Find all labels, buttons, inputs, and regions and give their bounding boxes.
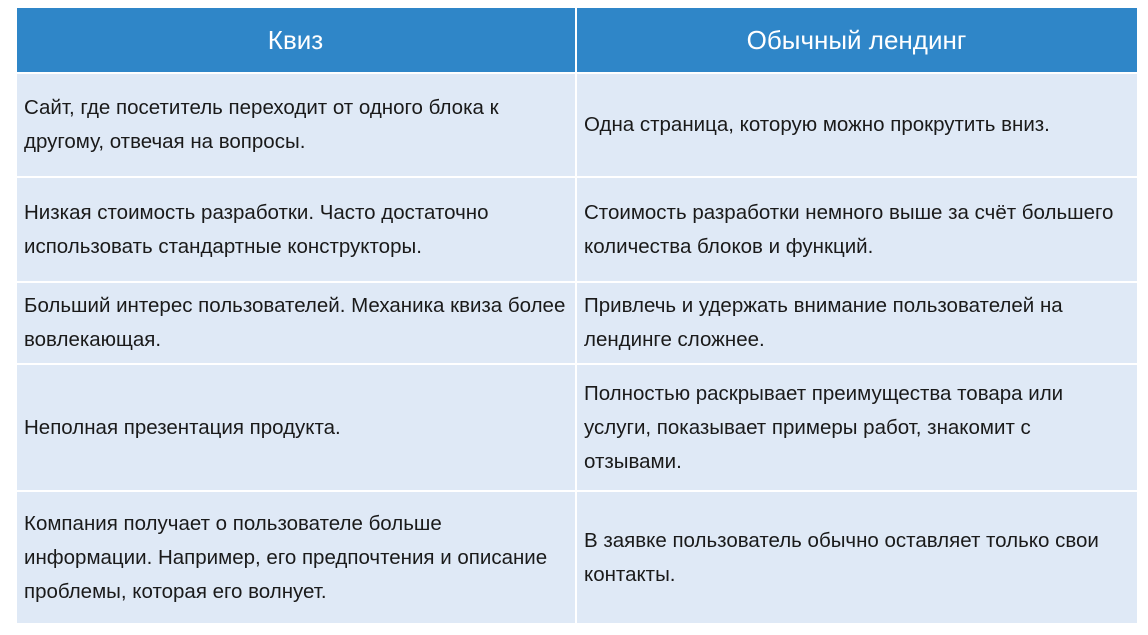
cell-text: Стоимость разработки немного выше за счёт большего количества блоков и функций. [584, 200, 1114, 258]
cell-text: В заявке пользователь обычно оставляет только свои контакты. [584, 528, 1099, 586]
header-label-landing: Обычный лендинг [746, 25, 967, 55]
table-cell-quiz [17, 365, 577, 492]
table-row [17, 178, 1137, 283]
comparison-table [17, 8, 1137, 623]
table-cell-landing [577, 365, 1137, 492]
cell-text: Больший интерес пользователей. Механика квиза более вовлекающая. [24, 294, 566, 351]
cell-text: Одна страница, которую можно прокрутить вниз. [584, 113, 1050, 136]
cell-text: Низкая стоимость разработки. Часто достаточно использовать стандартные конструкторы. [24, 200, 489, 258]
header-cell-landing [577, 8, 1137, 74]
table-cell-quiz [17, 283, 577, 365]
table-cell-landing [577, 283, 1137, 365]
table-cell-landing [577, 178, 1137, 283]
table-cell-quiz [17, 492, 577, 623]
table-row [17, 492, 1137, 623]
table-cell-quiz [17, 178, 577, 283]
table-cell-landing [577, 74, 1137, 178]
table-cell-quiz [17, 74, 577, 178]
cell-text: Полностью раскрывает преимущества товара или услуги, показывает примеры работ, знакомит с отзывами. [584, 381, 1064, 473]
header-cell-quiz [17, 8, 577, 74]
cell-text: Неполная презентация продукта. [24, 415, 341, 439]
table-row [17, 74, 1137, 178]
table-row [17, 283, 1137, 365]
cell-text: Компания получает о пользователе больше информации. Например, его предпочтения и описание проблемы, которая его волнует. [24, 511, 548, 603]
table-header-row [17, 8, 1137, 74]
header-label-quiz: Квиз [267, 25, 324, 55]
table-row [17, 365, 1137, 492]
table-cell-landing [577, 492, 1137, 623]
cell-text: Привлечь и удержать внимание пользователей на лендинге сложнее. [584, 294, 1063, 351]
cell-text: Сайт, где посетитель переходит от одного блока к другому, отвечая на вопросы. [24, 96, 499, 153]
